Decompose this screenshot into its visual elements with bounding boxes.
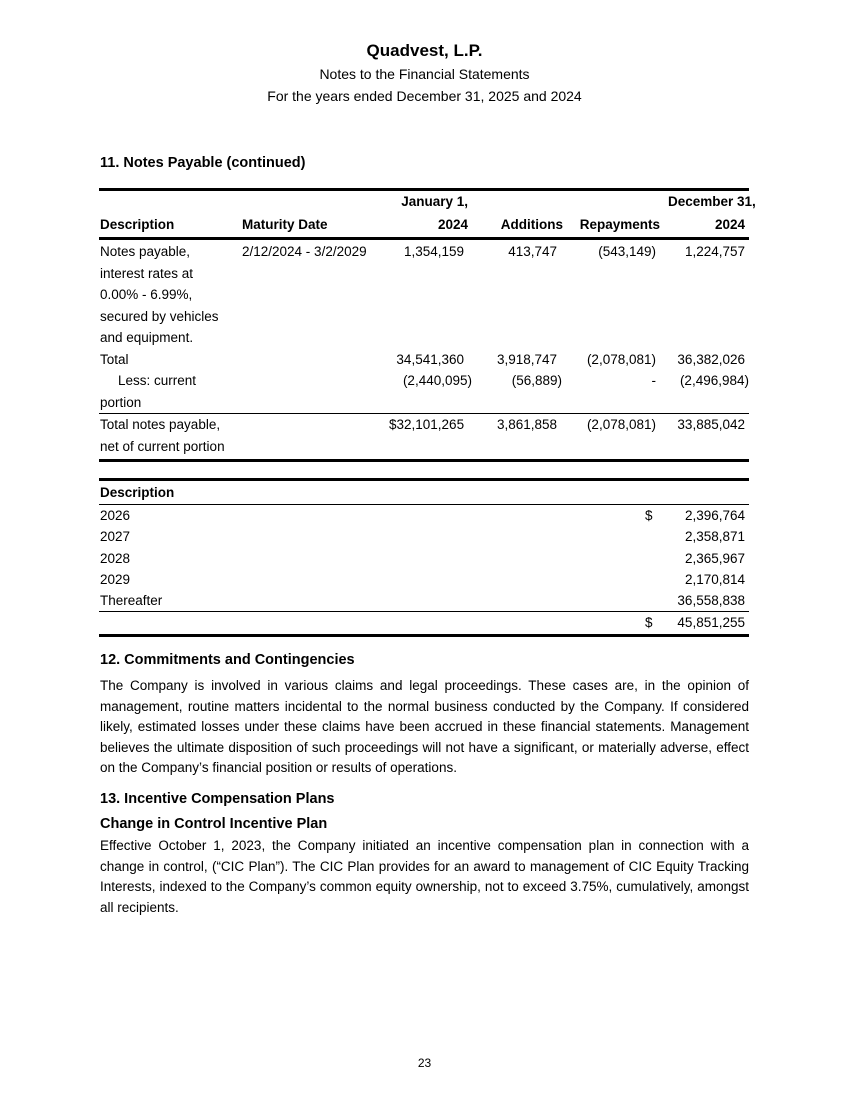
row-maturity xyxy=(238,414,385,461)
maturity-total-row xyxy=(99,612,749,636)
reporting-period: For the years ended December 31, 2025 and 2024 xyxy=(267,88,582,104)
maturity-currency xyxy=(645,590,659,612)
header-repayments: Repayments xyxy=(567,214,664,239)
row-description: Less: current portion xyxy=(100,373,197,410)
page-number: 23 xyxy=(417,1056,432,1070)
section-13-title: 13. Incentive Compensation Plans xyxy=(100,791,335,807)
row-jan: (2,440,095) xyxy=(402,373,472,388)
header-maturity-date: Maturity Date xyxy=(238,214,385,239)
notes-payable-table xyxy=(99,188,756,462)
table-row xyxy=(99,239,749,349)
row-repayments: - xyxy=(651,373,656,388)
maturity-total-amount: 45,851,255 xyxy=(659,612,749,636)
maturity-header-description: Description xyxy=(99,480,749,505)
maturity-currency xyxy=(645,548,659,569)
row-dec: 33,885,042 xyxy=(664,414,749,461)
section-13-subtitle: Change in Control Incentive Plan xyxy=(100,816,328,832)
header-description: Description xyxy=(99,214,238,239)
maturity-total-currency: $ xyxy=(645,612,659,636)
row-dec: 1,224,757 xyxy=(684,244,745,259)
section-11-title: 11. Notes Payable (continued) xyxy=(100,155,306,171)
row-additions: 3,861,858 xyxy=(472,414,567,461)
row-jan: 34,541,360 xyxy=(396,351,464,367)
table-header-row-1 xyxy=(99,190,749,215)
table-header-row-2 xyxy=(99,214,749,239)
header-additions: Additions xyxy=(472,214,567,239)
maturity-amount: 36,558,838 xyxy=(677,593,745,609)
maturity-year: 2028 xyxy=(100,550,131,566)
table-row xyxy=(99,590,749,612)
maturity-currency xyxy=(645,526,659,547)
maturity-year: Thereafter xyxy=(100,593,163,609)
table-row xyxy=(99,548,749,569)
row-jan: $32,101,265 xyxy=(385,414,472,461)
table-row xyxy=(99,526,749,547)
maturity-total-spacer xyxy=(99,612,645,636)
row-repayments: (543,149) xyxy=(598,244,656,259)
table-row-current-portion xyxy=(99,370,749,414)
table-row-total xyxy=(99,349,749,371)
maturity-amount: 2,358,871 xyxy=(684,529,745,545)
table-row xyxy=(99,505,749,527)
maturity-amount: 2,170,814 xyxy=(684,571,745,587)
maturity-year: 2029 xyxy=(100,571,131,587)
row-dec: (2,496,984) xyxy=(679,373,749,388)
row-maturity xyxy=(238,370,385,414)
section-12-body: The Company is involved in various claims and legal proceedings. These cases are, in the opinion of management, routine matters incidental to the normal business conducted by the Company. If considered likely, estimated losses under these claims have been accrued in these financial statements. Management believes the ultimate disposition of such proceedings will not have a significant, or materially adverse, effect on the Company’s financial position or results of operations. xyxy=(100,678,749,775)
row-additions: 413,747 xyxy=(508,244,557,259)
header-dec-line2: 2024 xyxy=(664,214,749,239)
row-description: Total xyxy=(100,351,129,367)
maturity-year: 2027 xyxy=(100,529,131,545)
section-12-title: 12. Commitments and Contingencies xyxy=(100,652,355,668)
maturity-header-row xyxy=(99,480,749,505)
maturity-amount: 2,365,967 xyxy=(684,550,745,566)
row-description: Total notes payable, net of current portion xyxy=(99,414,238,461)
row-dec: 36,382,026 xyxy=(677,351,745,367)
row-jan: 1,354,159 xyxy=(403,244,464,259)
row-maturity: 2/12/2024 - 3/2/2029 xyxy=(242,244,367,259)
maturity-amount: 2,396,764 xyxy=(684,508,745,523)
row-maturity xyxy=(238,349,385,371)
table-row-net-total xyxy=(99,414,749,461)
header-jan-line1: January 1, xyxy=(401,194,468,209)
header-jan-line2: 2024 xyxy=(385,214,472,239)
maturity-schedule-table xyxy=(99,478,749,637)
row-repayments: (2,078,081) xyxy=(586,351,656,367)
document-subtitle: Notes to the Financial Statements xyxy=(319,66,530,82)
company-name: Quadvest, L.P. xyxy=(366,41,483,60)
row-description: Notes payable, interest rates at 0.00% - 6.99%, secured by vehicles and equipment. xyxy=(100,244,219,345)
row-additions: 3,918,747 xyxy=(496,351,557,367)
header-dec-line1: December 31, xyxy=(668,194,756,209)
section-13-body: Effective October 1, 2023, the Company initiated an incentive compensation plan in connection with a change in control, (“CIC Plan”). The CIC Plan provides for an award to management of CIC Equity Tracking Interests, indexed to the Company’s common equity ownership, not to exceed 3.75%, cumulatively, amongst all recipients. xyxy=(100,838,749,915)
row-repayments: (2,078,081) xyxy=(567,414,664,461)
table-row xyxy=(99,569,749,590)
row-description-cell xyxy=(99,370,238,414)
maturity-year: 2026 xyxy=(100,508,131,523)
maturity-currency: $ xyxy=(645,508,653,523)
page-header xyxy=(0,39,849,107)
row-additions: (56,889) xyxy=(511,373,562,388)
maturity-currency xyxy=(645,569,659,590)
